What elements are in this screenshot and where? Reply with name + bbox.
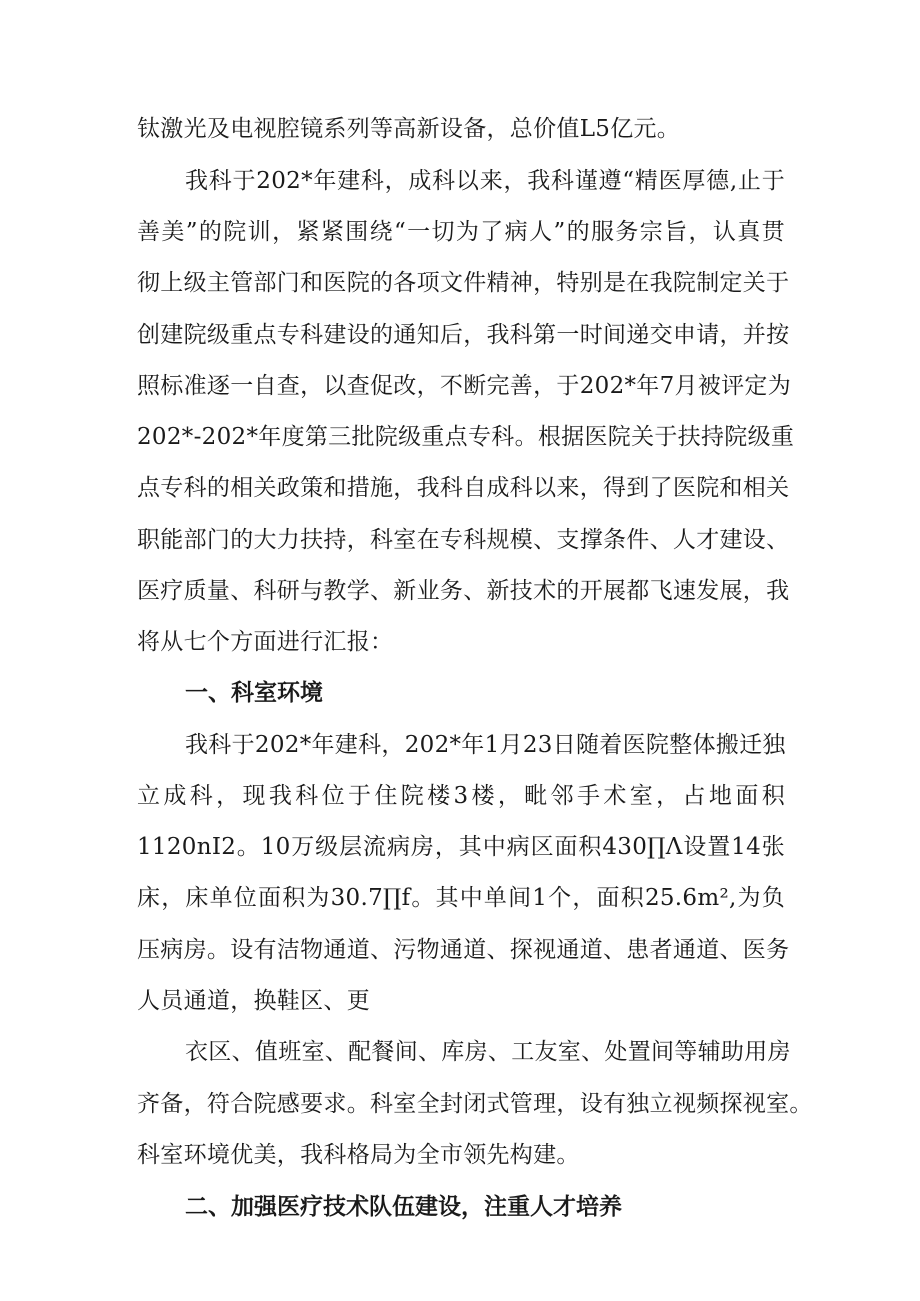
paragraph-line: 职能部门的大力扶持，科室在专科规模、支撑条件、人才建设、 <box>137 527 790 553</box>
paragraph-line: 人员通道，换鞋区、更 <box>137 988 370 1014</box>
paragraph-line: 压病房。设有洁物通道、污物通道、探视通道、患者通道、医务 <box>137 937 790 963</box>
paragraph-line: 202*-202*年度第三批院级重点专科。根据医院关于扶持院级重 <box>137 424 795 450</box>
paragraph-line: 点专科的相关政策和措施，我科自成科以来，得到了医院和相关 <box>137 475 790 501</box>
paragraph-line: 照标准逐一自查，以查促改，不断完善，于202*年7月被评定为 <box>137 373 792 399</box>
paragraph-line: 床，床单位面积为30.7∏f。其中单间1个，面积25.6m²,为负 <box>137 885 785 911</box>
paragraph-line: 齐备，符合院感要求。科室全封闭式管理，设有独立视频探视室。 <box>137 1091 813 1117</box>
paragraph-line: 创建院级重点专科建设的通知后，我科第一时间递交申请，并按 <box>137 322 790 348</box>
paragraph-line: 科室环境优美，我科格局为全市领先构建。 <box>137 1142 580 1168</box>
section-heading: 一、科室环境 <box>185 680 323 706</box>
paragraph-line: 我科于202*年建科，202*年1月23日随着医院整体搬迁独 <box>185 732 786 758</box>
paragraph-line: 衣区、值班室、配餐间、库房、工友室、处置间等辅助用房 <box>185 1039 791 1065</box>
paragraph-line: 医疗质量、科研与教学、新业务、新技术的开展都飞速发展，我 <box>137 578 790 604</box>
paragraph-line: 彻上级主管部门和医院的各项文件精神，特别是在我院制定关于 <box>137 270 790 296</box>
paragraph-line: 立成科，现我科位于住院楼3楼，毗邻手术室，占地面积 <box>137 783 785 809</box>
paragraph-line: 将从七个方面进行汇报： <box>137 629 394 655</box>
section-heading: 二、加强医疗技术队伍建设，注重人才培养 <box>185 1194 622 1220</box>
paragraph-line: 1120nI2。10万级层流病房，其中病区面积430∏Λ设置14张 <box>137 834 785 860</box>
paragraph-line: 善美”的院训，紧紧围绕“一切为了病人”的服务宗旨，认真贯 <box>137 219 785 245</box>
paragraph-line: 钛激光及电视腔镜系列等高新设备，总价值L5亿元。 <box>137 116 681 142</box>
paragraph-line: 我科于202*年建科，成科以来，我科谨遵“精医厚德,止于 <box>185 168 785 194</box>
